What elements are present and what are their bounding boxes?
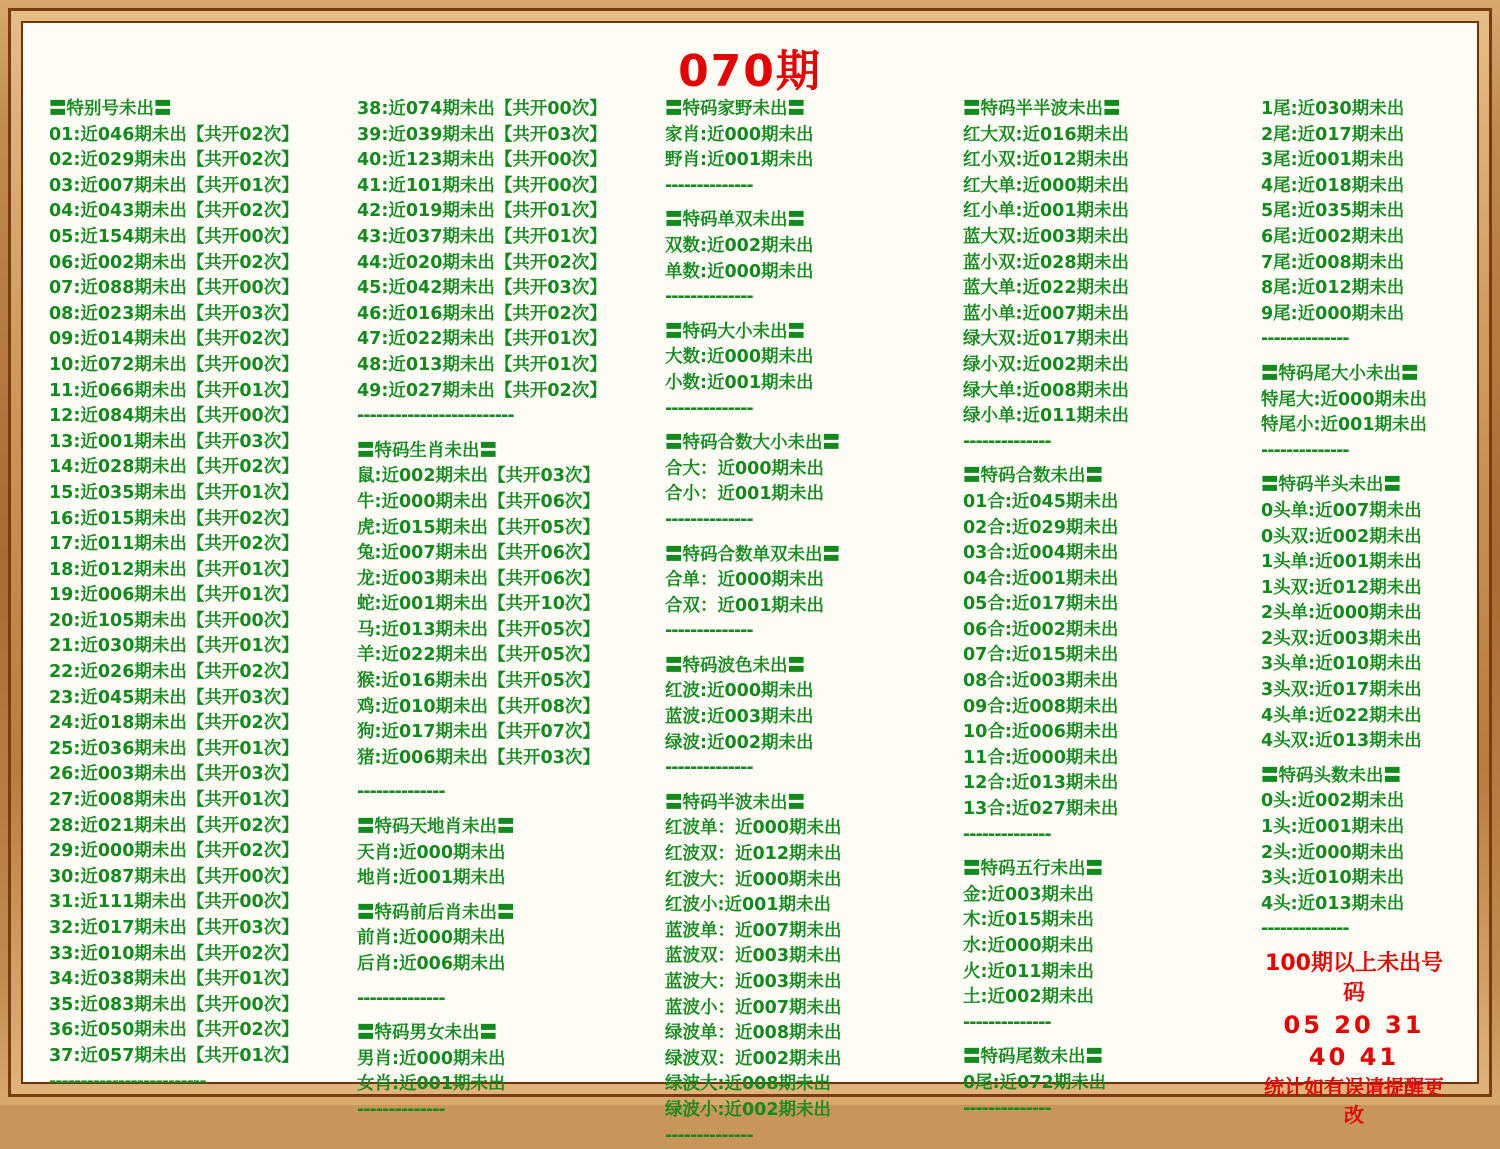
- list-item: 09:近014期未出【共开02次】: [49, 329, 299, 350]
- list-item: 猴:近016期未出【共开05次】: [357, 671, 600, 692]
- list-item: 47:近022期未出【共开01次】: [357, 329, 607, 350]
- page-title: 070期: [678, 46, 822, 97]
- list-item: 2头双:近003期未出: [1261, 628, 1422, 649]
- list-item: 03:近007期未出【共开01次】: [49, 175, 299, 196]
- list-item: 1头:近001期未出: [1261, 817, 1405, 838]
- list-item: 单数:近000期未出: [665, 261, 814, 282]
- list-item: 女肖:近001期未出: [357, 1074, 506, 1095]
- list-item: 蓝波双：近003期未出: [665, 946, 842, 967]
- poster-frame-middle: [8, 8, 1492, 1146]
- list-item: 05:近154期未出【共开00次】: [49, 226, 299, 247]
- list-item: 12:近084期未出【共开00次】: [49, 406, 299, 427]
- divider: --------------: [665, 398, 753, 419]
- list-item: 45:近042期未出【共开03次】: [357, 278, 607, 299]
- list-item: 水:近000期未出: [963, 936, 1095, 956]
- list-item: 土:近002期未出: [963, 987, 1095, 1008]
- list-item: 24:近018期未出【共开02次】: [49, 713, 299, 734]
- list-item: 红小单:近001期未出: [963, 201, 1130, 222]
- list-item: 木:近015期未出: [963, 910, 1095, 931]
- divider: --------------: [963, 1012, 1051, 1033]
- list-item: 天肖:近000期未出: [357, 842, 506, 863]
- list-item: 绿小单:近011期未出: [963, 406, 1130, 427]
- list-item: 红波大：近000期未出: [665, 869, 842, 890]
- divider: --------------: [1261, 329, 1349, 350]
- list-item: 绿大单:近008期未出: [963, 380, 1130, 401]
- list-item: 红波双：近012期未出: [665, 844, 842, 865]
- list-item: 特尾大:近000期未出: [1261, 389, 1428, 410]
- list-item: 红大单:近000期未出: [963, 175, 1130, 196]
- list-item: 2头单:近000期未出: [1261, 603, 1422, 624]
- list-item: 3尾:近001期未出: [1261, 150, 1405, 171]
- column-tails-heads: [1261, 97, 1455, 1127]
- list-item: 02:近029期未出【共开02次】: [49, 150, 299, 171]
- list-item: 08合:近003期未出: [963, 671, 1119, 692]
- list-item: 06合:近002期未出: [963, 619, 1119, 640]
- list-item: 12合:近013期未出: [963, 773, 1119, 794]
- list-item: 野肖:近001期未出: [665, 150, 814, 171]
- section-header-sum-odd-even: 〓特码合数单双未出〓: [665, 544, 840, 565]
- list-item: 01合:近045期未出: [963, 491, 1119, 512]
- list-item: 31:近111期未出【共开00次】: [49, 892, 299, 913]
- list-item: 49:近027期未出【共开02次】: [357, 380, 607, 401]
- list-item: 虎:近015期未出【共开05次】: [357, 517, 600, 538]
- list-item: 蓝波单：近007期未出: [665, 920, 842, 941]
- list-item: 03合:近004期未出: [963, 543, 1119, 564]
- list-item: 37:近057期未出【共开01次】: [49, 1045, 299, 1066]
- list-item: 绿大双:近017期未出: [963, 329, 1130, 350]
- list-item: 07合:近015期未出: [963, 645, 1119, 666]
- section-header-tail-big-small: 〓特码尾大小未出〓: [1261, 363, 1419, 384]
- list-item: 26:近003期未出【共开03次】: [49, 764, 299, 785]
- list-item: 28:近021期未出【共开02次】: [49, 815, 299, 836]
- list-item: 红大双:近016期未出: [963, 124, 1130, 145]
- list-item: 绿小双:近002期未出: [963, 354, 1130, 375]
- divider: --------------: [665, 509, 753, 530]
- list-item: 29:近000期未出【共开02次】: [49, 841, 299, 862]
- list-item: 蓝小单:近007期未出: [963, 303, 1130, 324]
- section-header-tail: 〓特码尾数未出〓: [963, 1047, 1103, 1068]
- list-item: 6尾:近002期未出: [1261, 226, 1405, 247]
- section-header-sky-earth: 〓特码天地肖未出〓: [357, 817, 515, 838]
- list-item: 46:近016期未出【共开02次】: [357, 303, 607, 324]
- divider: --------------: [357, 782, 445, 803]
- list-item: 红波:近000期未出: [665, 681, 814, 702]
- divider: --------------: [963, 431, 1051, 452]
- section-header-five-elements: 〓特码五行未出〓: [963, 859, 1103, 880]
- divider: --------------: [963, 1098, 1051, 1119]
- section-header-half-wave: 〓特码半波未出〓: [665, 792, 805, 813]
- section-header-sum: 〓特码合数未出〓: [963, 466, 1103, 487]
- list-item: 04合:近001期未出: [963, 568, 1119, 589]
- list-item: 34:近038期未出【共开01次】: [49, 969, 299, 990]
- list-item: 红小双:近012期未出: [963, 150, 1130, 171]
- list-item: 06:近002期未出【共开02次】: [49, 252, 299, 273]
- list-item: 1头双:近012期未出: [1261, 577, 1422, 598]
- list-item: 火:近011期未出: [963, 961, 1095, 982]
- divider: --------------: [665, 287, 753, 308]
- list-item: 5尾:近035期未出: [1261, 201, 1405, 222]
- list-item: 18:近012期未出【共开01次】: [49, 559, 299, 580]
- divider: --------------: [357, 988, 445, 1009]
- list-item: 33:近010期未出【共开02次】: [49, 943, 299, 964]
- list-item: 后肖:近006期未出: [357, 954, 506, 974]
- list-item: 44:近020期未出【共开02次】: [357, 252, 607, 273]
- list-item: 39:近039期未出【共开03次】: [357, 124, 607, 145]
- poster-content: [21, 21, 1479, 1146]
- list-item: 红波小:近001期未出: [665, 895, 832, 916]
- list-item: 合大：近000期未出: [665, 458, 825, 479]
- list-item: 兔:近007期未出【共开06次】: [357, 543, 600, 564]
- list-item: 01:近046期未出【共开02次】: [49, 124, 299, 145]
- section-header-home-wild: 〓特码家野未出〓: [665, 99, 805, 119]
- list-item: 牛:近000期未出【共开06次】: [357, 491, 600, 512]
- list-item: 0头双:近002期未出: [1261, 526, 1422, 547]
- divider: --------------: [665, 1125, 753, 1146]
- list-item: 36:近050期未出【共开02次】: [49, 1020, 299, 1041]
- column-half-half-wave: [963, 97, 1261, 1119]
- list-item: 家肖:近000期未出: [665, 124, 814, 145]
- footer-note: [1261, 949, 1447, 1129]
- column-special-numbers: [49, 97, 357, 1092]
- list-item: 35:近083期未出【共开00次】: [49, 994, 299, 1015]
- list-item: 马:近013期未出【共开05次】: [357, 619, 600, 640]
- list-item: 19:近006期未出【共开01次】: [49, 585, 299, 606]
- list-item: 32:近017期未出【共开03次】: [49, 918, 299, 938]
- divider: --------------: [963, 824, 1051, 845]
- list-item: 蓝大双:近003期未出: [963, 226, 1130, 247]
- list-item: 10:近072期未出【共开00次】: [49, 354, 299, 375]
- list-item: 07:近088期未出【共开00次】: [49, 278, 299, 299]
- section-header-sum-big-small: 〓特码合数大小未出〓: [665, 433, 840, 454]
- list-item: 30:近087期未出【共开00次】: [49, 866, 299, 887]
- list-item: 0头:近002期未出: [1261, 791, 1405, 812]
- list-item: 41:近101期未出【共开00次】: [357, 175, 607, 196]
- list-item: 绿波双：近002期未出: [665, 1048, 842, 1069]
- list-item: 蓝波:近003期未出: [665, 707, 814, 728]
- list-item: 绿波小:近002期未出: [665, 1099, 832, 1120]
- list-item: 金:近003期未出: [963, 884, 1095, 905]
- divider: --------------: [357, 1099, 445, 1120]
- list-item: 9尾:近000期未出: [1261, 303, 1405, 324]
- list-item: 双数:近002期未出: [665, 235, 814, 256]
- list-item: 15:近035期未出【共开01次】: [49, 482, 299, 503]
- list-item: 27:近008期未出【共开01次】: [49, 790, 299, 811]
- list-item: 绿波大:近008期未出: [665, 1074, 832, 1095]
- list-item: 4头双:近013期未出: [1261, 731, 1422, 752]
- list-item: 鸡:近010期未出【共开08次】: [357, 696, 600, 717]
- list-item: 红波单：近000期未出: [665, 818, 842, 839]
- column-special-numbers-cont: [357, 97, 665, 1120]
- divider: --------------: [665, 621, 753, 642]
- list-item: 狗:近017期未出【共开07次】: [357, 722, 600, 743]
- list-item: 16:近015期未出【共开02次】: [49, 508, 299, 529]
- list-item: 23:近045期未出【共开03次】: [49, 687, 299, 708]
- list-item: 猪:近006期未出【共开03次】: [357, 747, 600, 768]
- section-header-big-small: 〓特码大小未出〓: [665, 321, 805, 342]
- divider: -------------------------: [357, 406, 514, 427]
- divider: --------------: [665, 175, 753, 196]
- divider: --------------: [665, 758, 753, 779]
- list-item: 04:近043期未出【共开02次】: [49, 201, 299, 222]
- section-header-wave-color: 〓特码波色未出〓: [665, 655, 805, 676]
- list-item: 40:近123期未出【共开00次】: [357, 150, 607, 171]
- list-item: 男肖:近000期未出: [357, 1048, 506, 1069]
- list-item: 09合:近008期未出: [963, 696, 1119, 717]
- footer-line-3: 统计如有误请提醒更改: [1264, 1075, 1444, 1127]
- list-item: 前肖:近000期未出: [357, 928, 506, 949]
- list-item: 11合:近000期未出: [963, 747, 1119, 768]
- list-item: 2头:近000期未出: [1261, 842, 1405, 863]
- list-item: 蓝波小：近007期未出: [665, 997, 842, 1018]
- section-header-front-back: 〓特码前后肖未出〓: [357, 902, 515, 923]
- list-item: 4头单:近022期未出: [1261, 705, 1422, 726]
- list-item: 11:近066期未出【共开01次】: [49, 380, 299, 401]
- section-header-zodiac: 〓特码生肖未出〓: [357, 440, 497, 461]
- footer-numbers: 05 20 31 40 41: [1283, 1011, 1425, 1071]
- section-header-male-female: 〓特码男女未出〓: [357, 1023, 497, 1044]
- section-header-special: 〓特别号未出〓: [49, 99, 172, 119]
- list-item: 蓝波大：近003期未出: [665, 972, 842, 992]
- stats-columns: [23, 97, 1477, 1146]
- list-item: 20:近105期未出【共开00次】: [49, 610, 299, 631]
- list-item: 14:近028期未出【共开02次】: [49, 457, 299, 478]
- list-item: 21:近030期未出【共开01次】: [49, 636, 299, 657]
- section-header-head: 〓特码头数未出〓: [1261, 765, 1401, 786]
- list-item: 合双：近001期未出: [665, 595, 825, 616]
- list-item: 羊:近022期未出【共开05次】: [357, 645, 600, 666]
- list-item: 3头单:近010期未出: [1261, 654, 1422, 675]
- list-item: 08:近023期未出【共开03次】: [49, 303, 299, 324]
- list-item: 43:近037期未出【共开01次】: [357, 226, 607, 247]
- list-item: 1头单:近001期未出: [1261, 552, 1422, 573]
- list-item: 05合:近017期未出: [963, 594, 1119, 615]
- list-item: 02合:近029期未出: [963, 517, 1119, 538]
- list-item: 0头单:近007期未出: [1261, 500, 1422, 521]
- list-item: 绿波单：近008期未出: [665, 1023, 842, 1044]
- list-item: 22:近026期未出【共开02次】: [49, 662, 299, 683]
- section-header-half-half-wave: 〓特码半半波未出〓: [963, 99, 1121, 119]
- list-item: 大数:近000期未出: [665, 347, 814, 368]
- list-item: 42:近019期未出【共开01次】: [357, 201, 607, 222]
- list-item: 17:近011期未出【共开02次】: [49, 534, 299, 555]
- column-attributes: [665, 97, 963, 1146]
- list-item: 13:近001期未出【共开03次】: [49, 431, 299, 452]
- divider: --------------: [1261, 440, 1349, 461]
- list-item: 4头:近013期未出: [1261, 893, 1405, 914]
- list-item: 小数:近001期未出: [665, 372, 814, 393]
- list-item: 13合:近027期未出: [963, 799, 1119, 820]
- list-item: 4尾:近018期未出: [1261, 175, 1405, 196]
- divider: -------------------------: [49, 1071, 206, 1092]
- list-item: 3头双:近017期未出: [1261, 680, 1422, 701]
- list-item: 鼠:近002期未出【共开03次】: [357, 466, 600, 487]
- list-item: 蓝大单:近022期未出: [963, 278, 1130, 299]
- list-item: 合单：近000期未出: [665, 570, 825, 591]
- divider: --------------: [1261, 919, 1349, 940]
- list-item: 25:近036期未出【共开01次】: [49, 738, 299, 759]
- list-item: 3头:近010期未出: [1261, 868, 1405, 889]
- list-item: 地肖:近001期未出: [357, 868, 506, 889]
- list-item: 合小：近001期未出: [665, 484, 825, 505]
- list-item: 0尾:近072期未出: [963, 1072, 1107, 1093]
- list-item: 7尾:近008期未出: [1261, 252, 1405, 273]
- footer-line-1: 100期以上未出号码: [1265, 951, 1443, 1006]
- list-item: 蓝小双:近028期未出: [963, 252, 1130, 273]
- section-header-odd-even: 〓特码单双未出〓: [665, 210, 805, 231]
- list-item: 2尾:近017期未出: [1261, 124, 1405, 145]
- list-item: 绿波:近002期未出: [665, 732, 814, 753]
- list-item: 龙:近003期未出【共开06次】: [357, 568, 600, 589]
- list-item: 特尾小:近001期未出: [1261, 415, 1428, 436]
- list-item: 38:近074期未出【共开00次】: [357, 99, 607, 119]
- list-item: 48:近013期未出【共开01次】: [357, 354, 607, 375]
- list-item: 8尾:近012期未出: [1261, 278, 1405, 299]
- list-item: 10合:近006期未出: [963, 722, 1119, 743]
- list-item: 1尾:近030期未出: [1261, 99, 1405, 119]
- section-header-half-head: 〓特码半头未出〓: [1261, 475, 1401, 496]
- list-item: 蛇:近001期未出【共开10次】: [357, 594, 600, 615]
